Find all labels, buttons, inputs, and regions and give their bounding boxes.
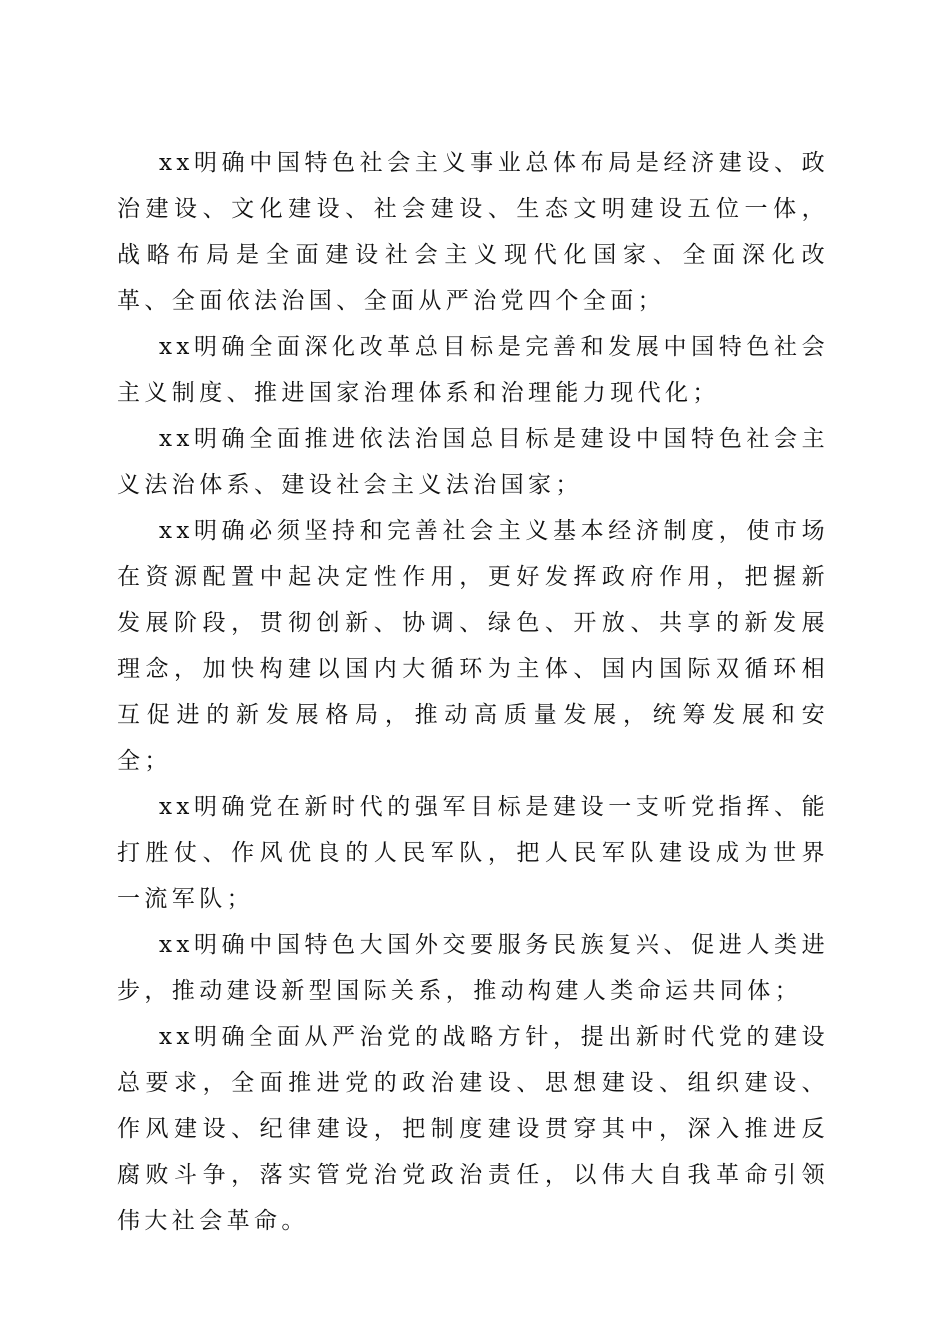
paragraph-layout: xx明确中国特色社会主义事业总体布局是经济建设、政治建设、文化建设、社会建设、生态文明建设五位一体，战略布局是全面建设社会主义现代化国家、全面深化改革、全面依法治国、全面从严治党四个全面； [117, 150, 829, 314]
document-body [117, 140, 829, 1244]
paragraph-economy: xx明确必须坚持和完善社会主义基本经济制度，使市场在资源配置中起决定性作用，更好发挥政府作用，把握新发展阶段，贯彻创新、协调、绿色、开放、共享的新发展理念，加快构建以国内大循环为主体、国内国际双循环相互促进的新发展格局，推动高质量发展，统筹发展和安全； [117, 518, 829, 774]
paragraph-rule-of-law: xx明确全面推进依法治国总目标是建设中国特色社会主义法治体系、建设社会主义法治国家； [117, 426, 829, 498]
paragraph-diplomacy: xx明确中国特色大国外交要服务民族复兴、促进人类进步，推动建设新型国际关系，推动构建人类命运共同体； [117, 932, 829, 1004]
paragraph-military: xx明确党在新时代的强军目标是建设一支听党指挥、能打胜仗、作风优良的人民军队，把人民军队建设成为世界一流军队； [117, 794, 829, 912]
paragraph-reform: xx明确全面深化改革总目标是完善和发展中国特色社会主义制度、推进国家治理体系和治理能力现代化； [117, 334, 829, 406]
paragraph-party-governance: xx明确全面从严治党的战略方针，提出新时代党的建设总要求，全面推进党的政治建设、思想建设、组织建设、作风建设、纪律建设，把制度建设贯穿其中，深入推进反腐败斗争，落实管党治党政治责任，以伟大自我革命引领伟大社会革命。 [117, 1024, 829, 1234]
